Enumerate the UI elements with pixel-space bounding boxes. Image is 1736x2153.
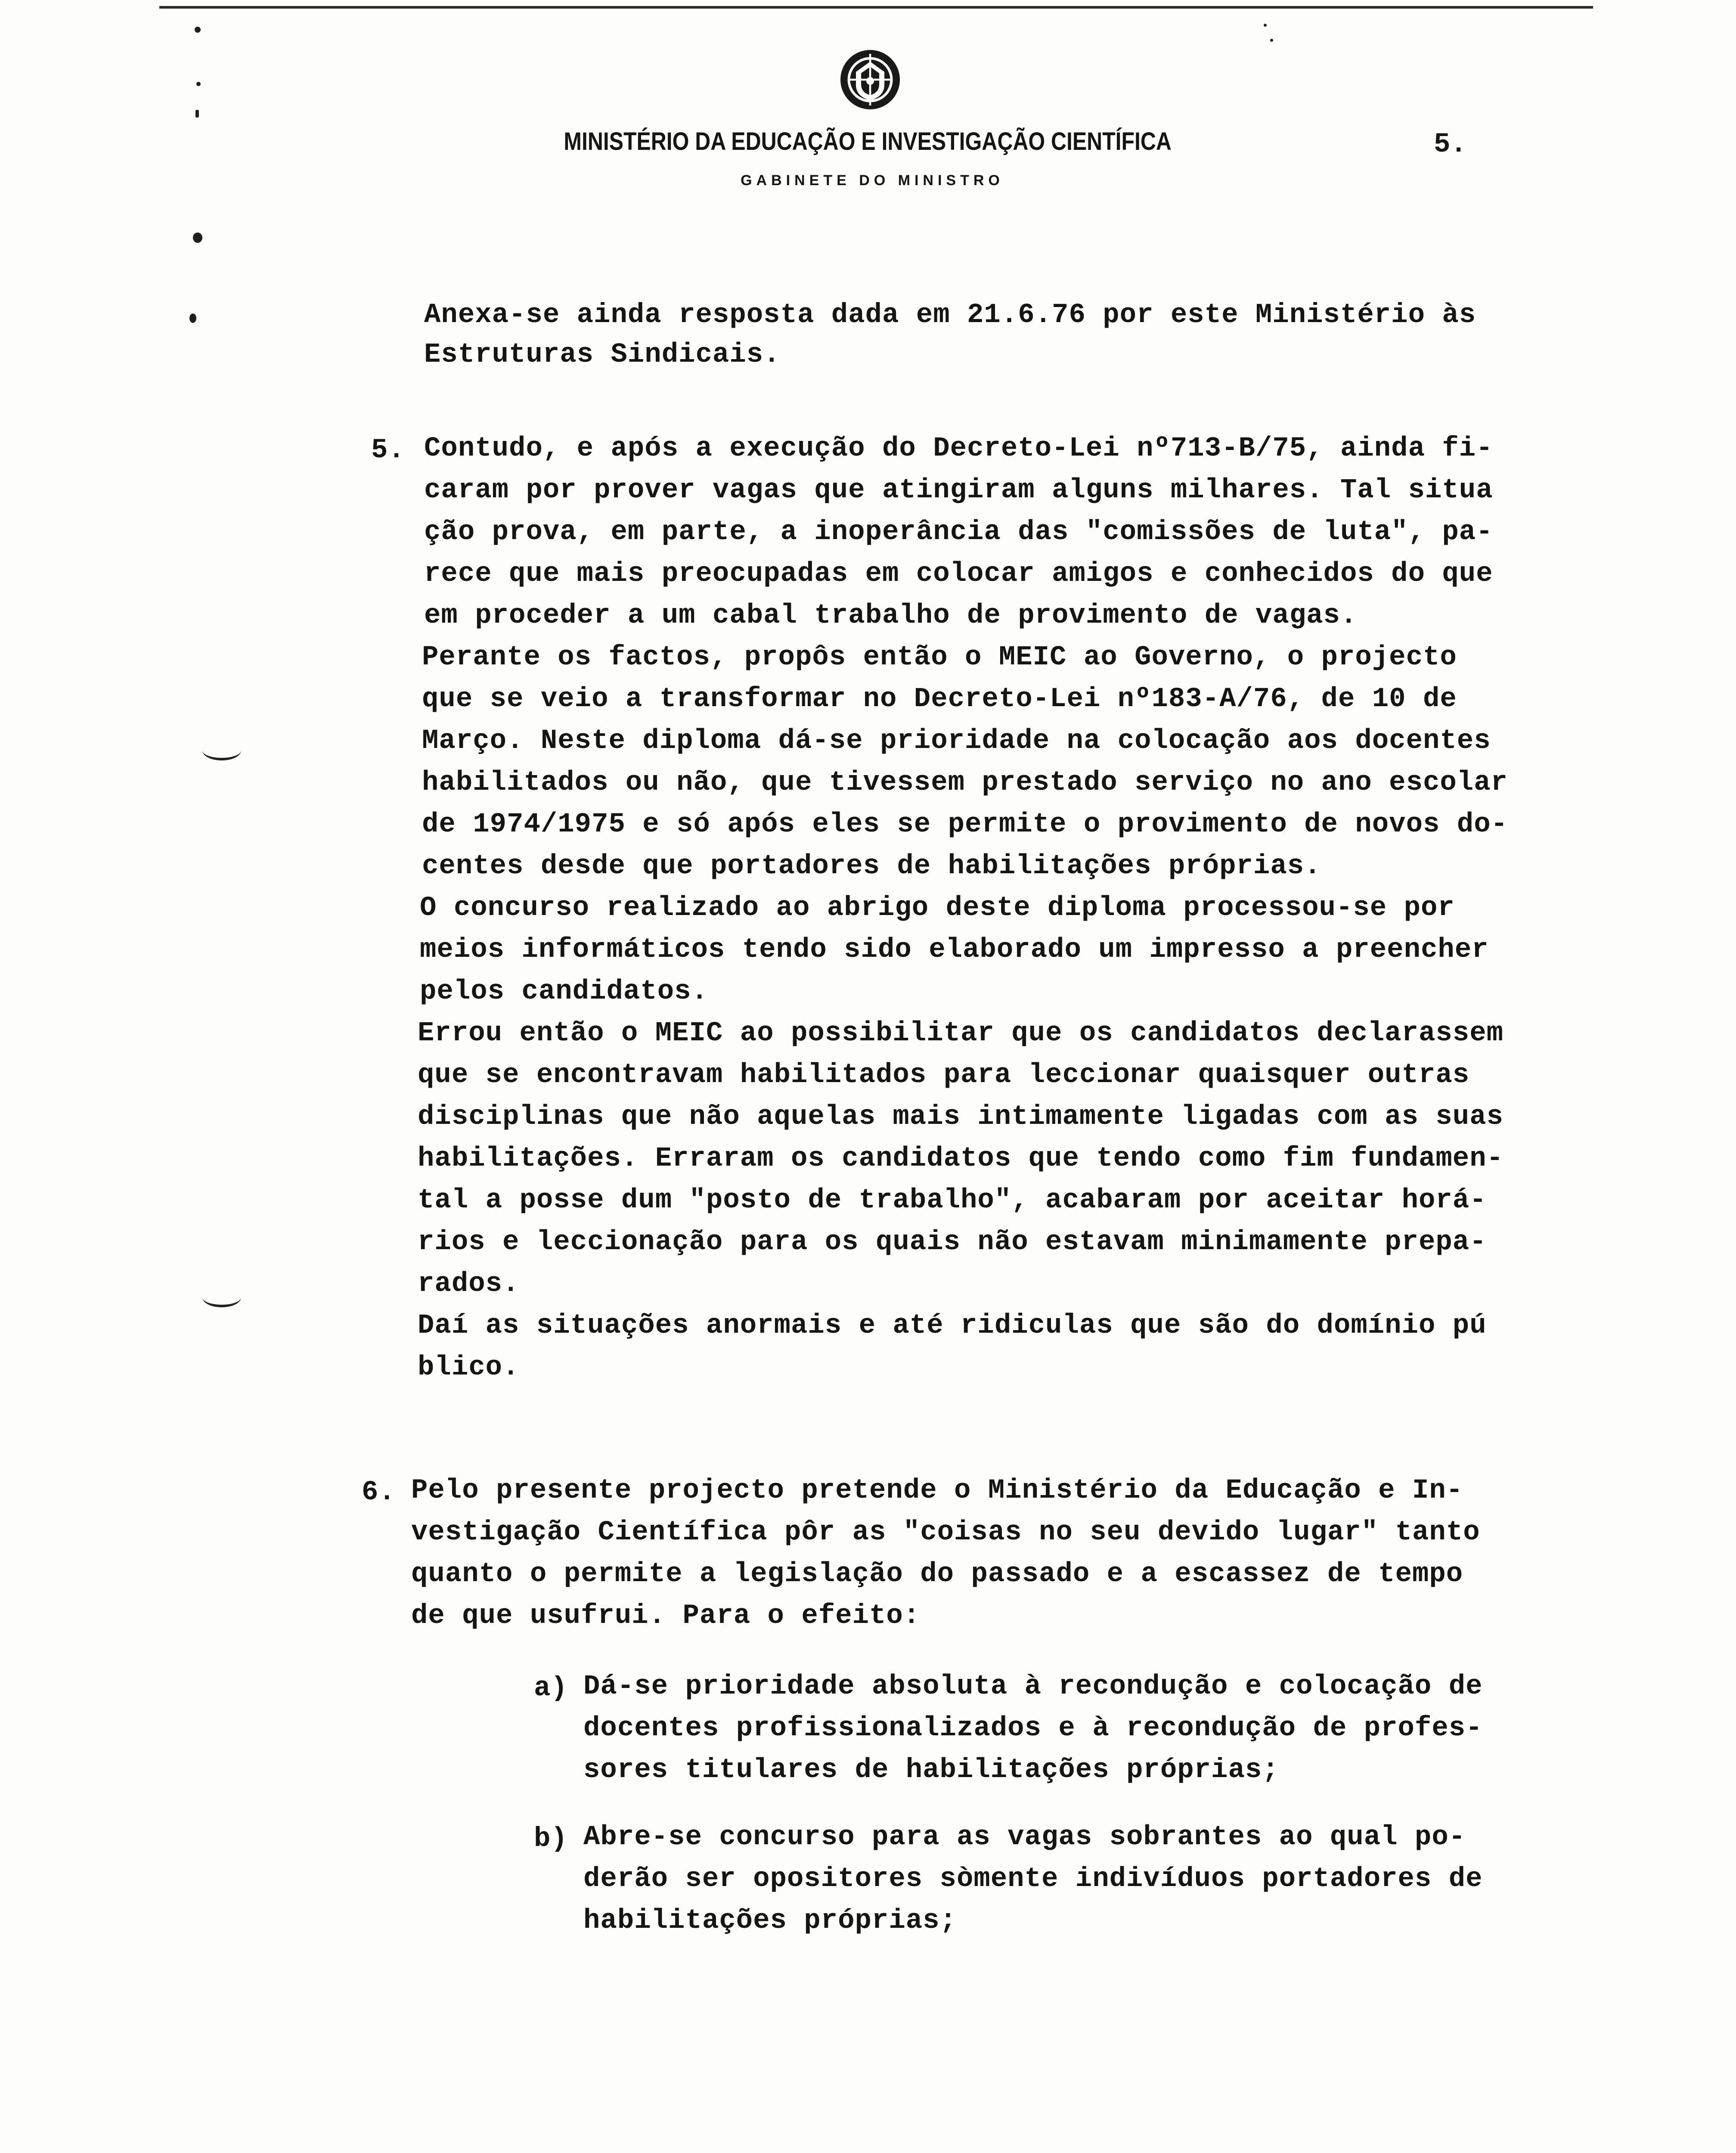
text-line: habilitações. Erraram os candidatos que tendo como fim fundamen- (418, 1143, 1504, 1174)
text-line: pelos candidatos. (420, 976, 708, 1007)
text-line: Errou então o MEIC ao possibilitar que os candidatos declarassem (418, 1018, 1504, 1049)
page-number: 5. (1434, 129, 1467, 160)
text-line: rados. (418, 1269, 520, 1300)
text-line: Anexa-se ainda resposta dada em 21.6.76 por este Ministério às (424, 300, 1476, 331)
text-line: Contudo, e após a execução do Decreto-Lei nº713-B/75, ainda fi- (424, 433, 1493, 464)
margin-speck (1264, 24, 1267, 27)
item-5-paragraph (418, 433, 1508, 1383)
text-line: vestigação Científica pôr as "coisas no seu devido lugar" tanto (411, 1517, 1480, 1548)
margin-speck (1270, 39, 1273, 42)
text-line: blico. (418, 1352, 520, 1383)
binding-hole-mark (202, 741, 241, 760)
sub-item-b-label: b) (534, 1824, 568, 1855)
text-line: rece que mais preocupadas em colocar amigos e conhecidos do que (424, 558, 1493, 589)
text-line: quanto o permite a legislação do passado e a escassez de tempo (411, 1559, 1463, 1590)
cabinet-subtitle: GABINETE DO MINISTRO (741, 172, 1004, 189)
text-line: em proceder a um cabal trabalho de provimento de vagas. (424, 600, 1358, 631)
text-line: Estruturas Sindicais. (424, 339, 781, 370)
text-line: que se encontravam habilitados para leccionar quaisquer outras (418, 1060, 1470, 1091)
text-line: Pelo presente projecto pretende o Ministério da Educação e In- (411, 1475, 1463, 1506)
margin-speck (189, 313, 196, 323)
sub-item-b-paragraph (583, 1822, 1483, 1979)
text-line: Abre-se concurso para as vagas sobrantes ao qual po- (583, 1822, 1466, 1853)
margin-speck (195, 27, 201, 33)
text-line: sores titulares de habilitações próprias; (583, 1755, 1279, 1786)
text-line: de 1974/1975 e só após eles se permite o provimento de novos do- (422, 809, 1508, 840)
text-line: O concurso realizado ao abrigo deste diploma processou-se por (420, 893, 1455, 924)
text-line: rios e leccionação para os quais não estavam minimamente prepa- (418, 1227, 1487, 1258)
text-line: caram por prover vagas que atingiram alguns milhares. Tal situa (424, 475, 1493, 506)
text-line: Perante os factos, propôs então o MEIC ao Governo, o projecto (422, 642, 1457, 673)
text-line: habilitados ou não, que tivessem prestado serviço no ano escolar (422, 767, 1508, 798)
margin-speck (195, 110, 199, 118)
text-line: de que usufrui. Para o efeito: (411, 1601, 921, 1632)
intro-paragraph (424, 300, 1476, 425)
coat-of-arms-emblem (838, 47, 902, 112)
text-line: Daí as situações anormais e até ridiculas que são do domínio pú (418, 1310, 1487, 1341)
text-line: habilitações próprias; (583, 1905, 957, 1936)
sub-item-a-paragraph (583, 1671, 1483, 1828)
top-border-line (159, 6, 1593, 9)
text-line: derão ser opositores sòmente indivíduos portadores de (583, 1864, 1483, 1895)
text-line: tal a posse dum "posto de trabalho", acabaram por aceitar horá- (418, 1185, 1487, 1216)
text-line: que se veio a transformar no Decreto-Lei nº183-A/76, de 10 de (422, 684, 1457, 715)
text-line: centes desde que portadores de habilitações próprias. (422, 851, 1321, 882)
margin-speck (193, 233, 202, 243)
binding-hole-mark (202, 1287, 241, 1307)
item-6-number: 6. (362, 1477, 396, 1508)
text-line: disciplinas que não aquelas mais intimamente ligadas com as suas (418, 1101, 1504, 1132)
sub-item-a-label: a) (534, 1673, 568, 1704)
text-line: Dá-se prioridade absoluta à recondução e colocação de (583, 1671, 1483, 1702)
text-line: meios informáticos tendo sido elaborado um impresso a preencher (420, 934, 1489, 965)
text-line: ção prova, em parte, a inoperância das "comissões de luta", pa- (424, 517, 1493, 548)
item-5-number: 5. (371, 435, 405, 466)
margin-speck (196, 82, 201, 86)
text-line: docentes profissionalizados e à recondução de profes- (583, 1713, 1483, 1744)
text-line: Março. Neste diploma dá-se prioridade na colocação aos docentes (422, 726, 1491, 757)
item-6-paragraph (411, 1475, 1480, 1663)
ministry-title: MINISTÉRIO DA EDUCAÇÃO E INVESTIGAÇÃO CIENTÍFICA (564, 127, 1172, 155)
